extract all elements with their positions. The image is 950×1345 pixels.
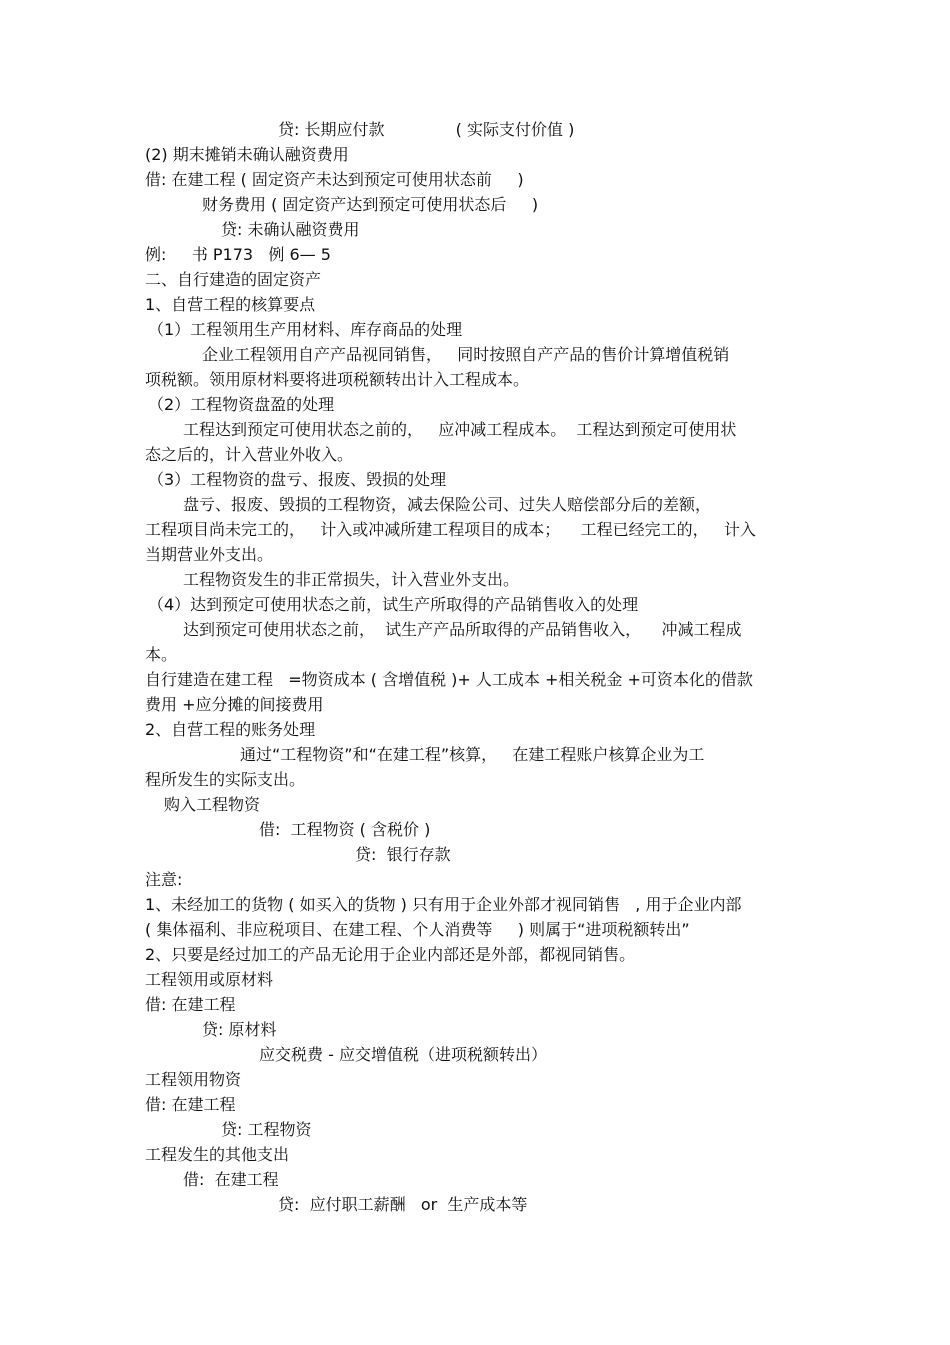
text-line-43: 借: 在建工程 [183,1170,279,1189]
text-line-33: ( 集体福利、非应税项目、在建工程、个人消费等 ) 则属于“进项税额转出” [145,920,690,939]
text-line-12: （2）工程物资盘盈的处理 [148,395,335,414]
text-line-21: 达到预定可使用状态之前， 试生产产品所取得的产品销售收入， 冲减工程成 [183,620,742,639]
text-line-36: 借: 在建工程 [145,995,236,1014]
text-line-31: 注意: [145,870,183,889]
text-line-7: 二、自行建造的固定资产 [145,270,322,289]
text-line-24: 费用 +应分摊的间接费用 [145,695,324,714]
text-line-28: 购入工程物资 [164,795,261,814]
text-line-40: 借: 在建工程 [145,1095,236,1114]
text-line-23: 自行建造在建工程 =物资成本 ( 含增值税 )+ 人工成本 +相关税金 +可资本化的借款 [145,670,753,689]
text-line-27: 程所发生的实际支出。 [145,770,306,789]
text-line-44: 贷: 应付职工薪酬 or 生产成本等 [278,1195,528,1214]
text-line-37: 贷: 原材料 [202,1020,277,1039]
text-line-26: 通过“工程物资”和“在建工程”核算， 在建工程账户核算企业为工 [240,745,705,764]
text-line-25: 2、自营工程的账务处理 [145,720,316,739]
text-line-10: 企业工程领用自产产品视同销售， 同时按照自产产品的售价计算增值税销 [202,345,730,364]
text-line-3: 借: 在建工程 ( 固定资产未达到预定可使用状态前 ) [145,170,524,189]
text-line-6: 例: 书 P173 例 6— 5 [145,245,331,264]
text-line-1: 贷: 长期应付款 ( 实际支付价值 ) [278,120,575,139]
text-line-42: 工程发生的其他支出 [145,1145,290,1164]
text-line-30: 贷: 银行存款 [355,845,451,864]
text-line-34: 2、只要是经过加工的产品无论用于企业内部还是外部，都视同销售。 [145,945,636,964]
text-line-39: 工程领用物资 [145,1070,242,1089]
text-line-20: （4）达到预定可使用状态之前，试生产所取得的产品销售收入的处理 [148,595,639,614]
text-line-15: （3）工程物资的盘亏、报废、毁损的处理 [148,470,447,489]
text-line-32: 1、未经加工的货物 ( 如买入的货物 ) 只有用于企业外部才视同销售 , 用于企业内部 [145,895,742,914]
text-line-5: 贷: 未确认融资费用 [221,220,360,239]
text-line-4: 财务费用 ( 固定资产达到预定可使用状态后 ) [202,195,539,214]
text-line-22: 本。 [145,645,178,664]
text-line-8: 1、自营工程的核算要点 [145,295,316,314]
text-line-19: 工程物资发生的非正常损失，计入营业外支出。 [183,570,520,589]
text-line-29: 借: 工程物资 ( 含税价 ) [259,820,431,839]
text-line-2: (2) 期末摊销未确认融资费用 [145,145,349,164]
text-line-17: 工程项目尚未完工的， 计入或冲减所建工程项目的成本； 工程已经完工的， 计入 [145,520,756,539]
text-line-14: 态之后的，计入营业外收入。 [145,445,354,464]
text-line-41: 贷: 工程物资 [221,1120,312,1139]
text-line-38: 应交税费 - 应交增值税（进项税额转出） [259,1045,547,1064]
text-line-16: 盘亏、报废、毁损的工程物资，减去保险公司、过失人赔偿部分后的差额， [183,495,712,514]
text-line-9: （1）工程领用生产用材料、库存商品的处理 [148,320,463,339]
text-line-11: 项税额。领用原材料要将进项税额转出计入工程成本。 [145,370,530,389]
text-line-13: 工程达到预定可使用状态之前的， 应冲减工程成本。 工程达到预定可使用状 [183,420,737,439]
text-line-18: 当期营业外支出。 [145,545,274,564]
text-line-35: 工程领用或原材料 [145,970,274,989]
